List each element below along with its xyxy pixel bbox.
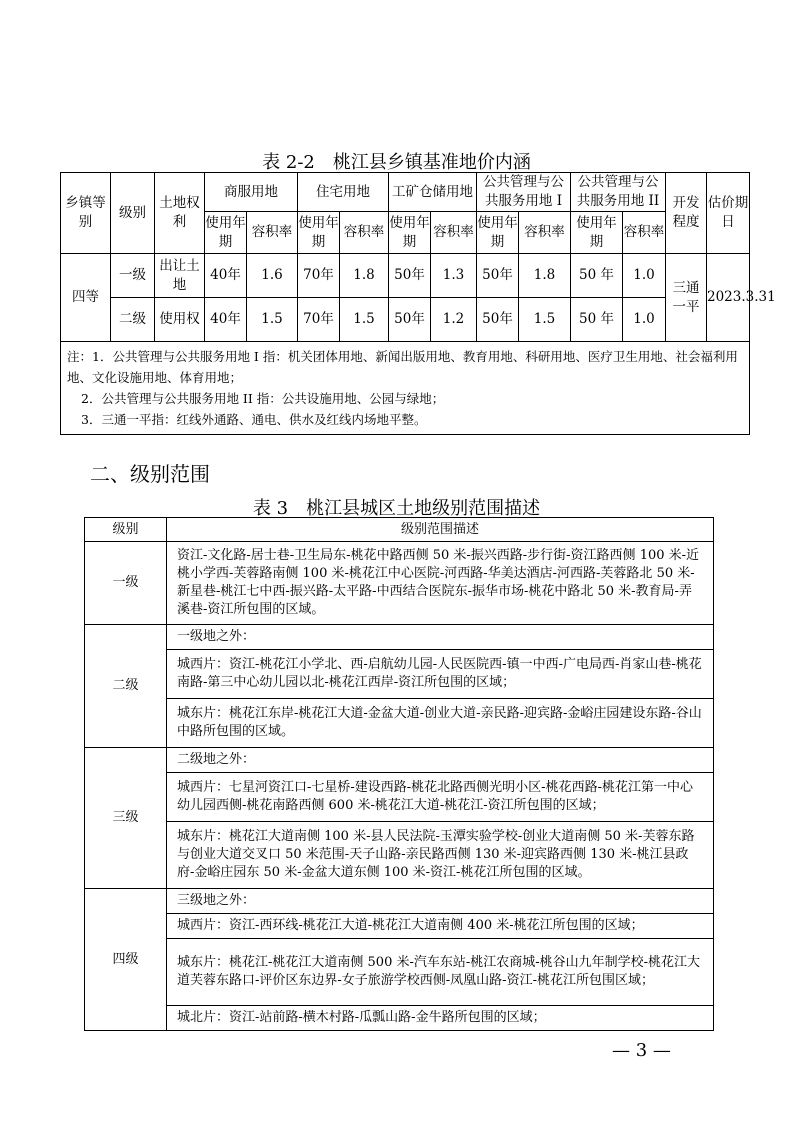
value-cell: 1.6 bbox=[247, 254, 298, 298]
note-line: 3．三通一平指：红线外通路、通电、供水及红线内场地平整。 bbox=[81, 412, 427, 427]
note-line: 注：1．公共管理与公共服务用地 I 指：机关团体用地、新闻出版用地、教育用地、科研用地、医疗卫生用地、社会福利用地、文化设施用地、体育用地； bbox=[67, 349, 738, 385]
table-notes bbox=[61, 342, 750, 435]
value-cell: 1.2 bbox=[431, 298, 477, 342]
header-dev: 开发程度 bbox=[666, 173, 707, 254]
header-use-years: 使用年期 bbox=[477, 212, 519, 254]
header-plot-ratio: 容积率 bbox=[623, 212, 666, 254]
header-town-grade: 乡镇等别 bbox=[61, 173, 111, 254]
level-cell: 四级 bbox=[85, 889, 167, 1031]
value-cell: 1.0 bbox=[623, 298, 666, 342]
level-cell: 二级 bbox=[111, 298, 155, 342]
header-use-years: 使用年期 bbox=[571, 212, 623, 254]
range-desc: 一级地之外： bbox=[167, 625, 714, 650]
value-cell: 1.5 bbox=[340, 298, 389, 342]
header-public-1: 公共管理与公共服务用地 I bbox=[477, 173, 571, 212]
value-cell: 50年 bbox=[477, 298, 519, 342]
value-cell: 50年 bbox=[477, 254, 519, 298]
value-cell: 40年 bbox=[205, 254, 247, 298]
level-cell: 三级 bbox=[85, 748, 167, 889]
value-cell: 1.5 bbox=[519, 298, 571, 342]
level-cell: 一级 bbox=[111, 254, 155, 298]
range-desc: 城东片：桃花江东岸-桃花江大道-金盆大道-创业大道-亲民路-迎宾路-金峪庄园建设东路-谷山中路所包围的区域。 bbox=[167, 699, 714, 748]
range-desc: 城东片：桃花江大道南侧 100 米-县人民法院-玉潭实验学校-创业大道南侧 50 米-芙蓉东路与创业大道交叉口 50 米范围-天子山路-亲民路西侧 130 米-迎宾路西侧 130 米-桃江县政府-金峪庄园东 50 米-金盆大道东侧 100 米-资江-桃花江所包围的区域。 bbox=[167, 822, 714, 889]
header-level: 级别 bbox=[85, 518, 167, 542]
value-cell: 70年 bbox=[298, 298, 340, 342]
range-desc: 城西片：七星河资江口-七星桥-建设西路-桃花北路西侧光明小区-桃花西路-桃花江第一中心幼儿园西侧-桃花南路西侧 600 米-桃花江大道-桃花江-资江所包围的区域； bbox=[167, 773, 714, 822]
header-use-years: 使用年期 bbox=[298, 212, 340, 254]
range-desc: 二级地之外： bbox=[167, 748, 714, 773]
dev-cell: 三通一平 bbox=[666, 254, 707, 342]
header-level: 级别 bbox=[111, 173, 155, 254]
value-cell: 50 年 bbox=[571, 298, 623, 342]
header-date: 估价期日 bbox=[707, 173, 750, 254]
value-cell: 50年 bbox=[389, 298, 431, 342]
value-cell: 1.5 bbox=[247, 298, 298, 342]
range-desc: 城北片：资江-站前路-横木村路-瓜瓢山路-金牛路所包围的区域； bbox=[167, 1006, 714, 1031]
section-heading: 二、级别范围 bbox=[90, 462, 210, 486]
level-cell: 一级 bbox=[85, 542, 167, 625]
date-cell: 2023.3.31 bbox=[707, 254, 750, 342]
land-right-cell: 使用权 bbox=[155, 298, 205, 342]
value-cell: 1.0 bbox=[623, 254, 666, 298]
header-plot-ratio: 容积率 bbox=[519, 212, 571, 254]
header-plot-ratio: 容积率 bbox=[431, 212, 477, 254]
page-number: — 3 — bbox=[612, 1040, 671, 1061]
level-cell: 二级 bbox=[85, 625, 167, 748]
header-industrial: 工矿仓储用地 bbox=[389, 173, 477, 212]
header-public-2: 公共管理与公共服务用地 II bbox=[571, 173, 666, 212]
land-price-table bbox=[60, 172, 776, 435]
header-use-years: 使用年期 bbox=[389, 212, 431, 254]
header-plot-ratio: 容积率 bbox=[247, 212, 298, 254]
header-land-right: 土地权利 bbox=[155, 173, 205, 254]
value-cell: 50 年 bbox=[571, 254, 623, 298]
town-grade-cell: 四等 bbox=[61, 254, 111, 342]
range-desc: 城西片：资江-桃花江小学北、西-启航幼儿园-人民医院西-镇一中西-广电局西-肖家山巷-桃花南路-第三中心幼儿园以北-桃花江西岸-资江所包围的区域； bbox=[167, 650, 714, 699]
header-plot-ratio: 容积率 bbox=[340, 212, 389, 254]
range-desc: 城西片：资江-西环线-桃花江大道-桃花江大道南侧 400 米-桃花江所包围的区域； bbox=[167, 914, 714, 939]
range-desc: 三级地之外： bbox=[167, 889, 714, 914]
value-cell: 70年 bbox=[298, 254, 340, 298]
range-desc: 城东片：桃花江-桃花江大道南侧 500 米-汽车东站-桃江农商城-桃谷山九年制学校-桃花江大道芙蓉东路口-评价区东边界-女子旅游学校西侧-凤凰山路-资江-桃花江所包围区域； bbox=[167, 939, 714, 1006]
header-desc: 级别范围描述 bbox=[167, 518, 714, 542]
table-2-2-caption: 表 2-2 桃江县乡镇基准地价内涵 bbox=[262, 152, 531, 173]
header-commercial: 商服用地 bbox=[205, 173, 298, 212]
range-desc: 资江-文化路-居士巷-卫生局东-桃花中路西侧 50 米-振兴西路-步行街-资江路西侧 100 米-近桃小学西-芙蓉路南侧 100 米-桃花江中心医院-河西路-华美达酒店-河西路-芙蓉路北 50 米-新星巷-桃江七中西-振兴路-太平路-中西结合医院东-振华市场-桃花中路北 50 米-教育局-弄溪巷-资江所包围的区域。 bbox=[167, 542, 714, 625]
value-cell: 1.8 bbox=[340, 254, 389, 298]
value-cell: 50年 bbox=[389, 254, 431, 298]
value-cell: 1.3 bbox=[431, 254, 477, 298]
note-line: 2．公共管理与公共服务用地 II 指：公共设施用地、公园与绿地； bbox=[81, 391, 445, 406]
land-level-range-table bbox=[84, 517, 714, 1031]
header-use-years: 使用年期 bbox=[205, 212, 247, 254]
header-residential: 住宅用地 bbox=[298, 173, 389, 212]
value-cell: 1.8 bbox=[519, 254, 571, 298]
table-3-caption: 表 3 桃江县城区土地级别范围描述 bbox=[252, 498, 541, 519]
land-right-cell: 出让土地 bbox=[155, 254, 205, 298]
value-cell: 40年 bbox=[205, 298, 247, 342]
